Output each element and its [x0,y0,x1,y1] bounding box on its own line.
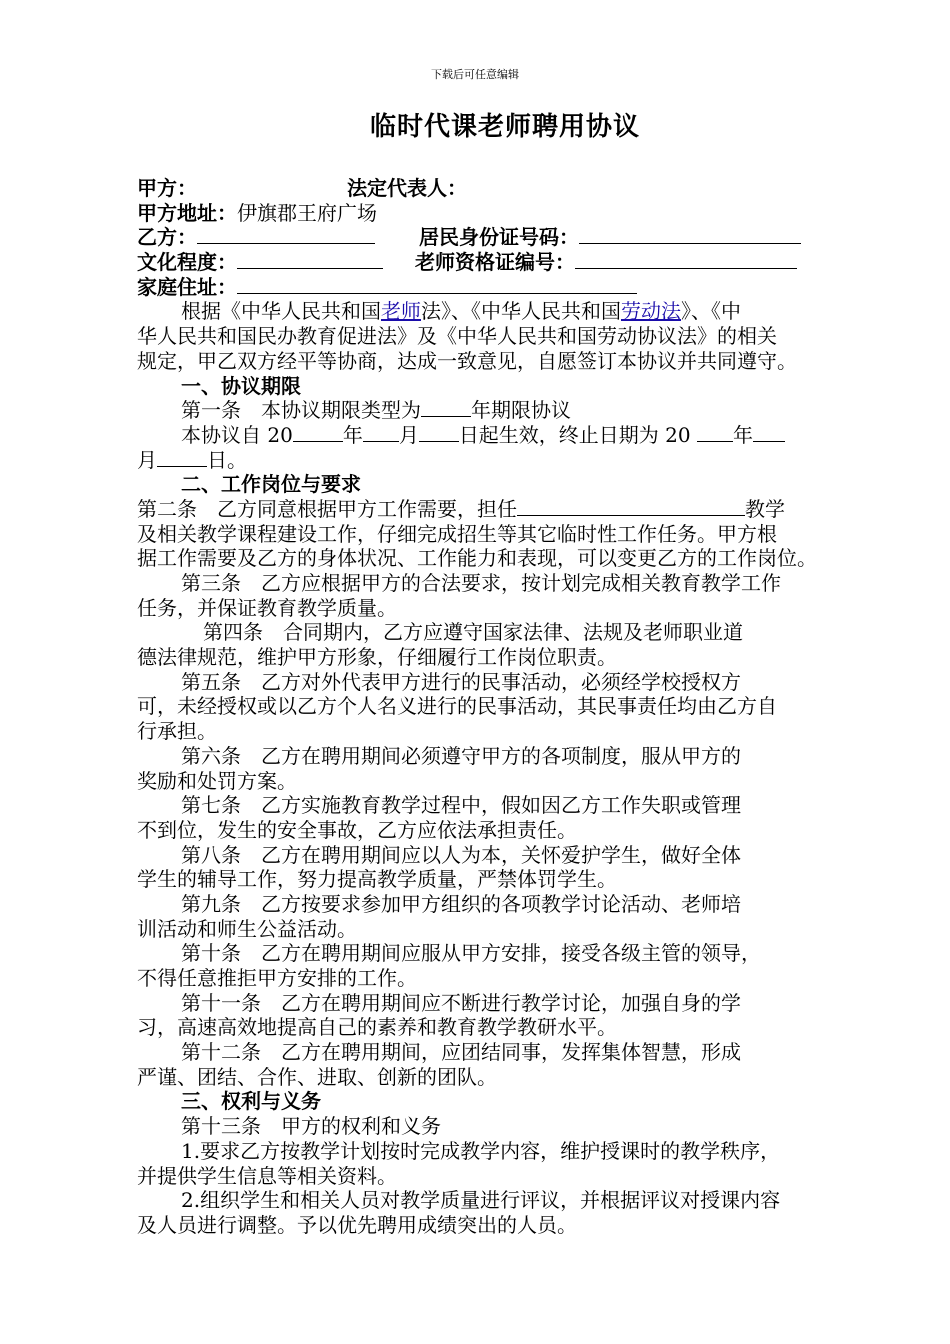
article-6-line-1: 第六条 乙方在聘用期间必须遵守甲方的各项制度，服从甲方的 [181,743,741,768]
article-9-line-2: 训活动和师生公益活动。 [137,916,357,941]
preamble-line-3: 规定，甲乙双方经平等协商，达成一致意见，自愿签订本协议并共同遵守。 [137,348,797,373]
home-address-label: 家庭住址： [137,274,237,299]
party-a-address-value: 伊旗郡王府广场 [237,200,377,225]
article-6-line-2: 奖励和处罚方案。 [137,768,297,793]
end-year-blank[interactable] [697,423,733,442]
article-5-line-1: 第五条 乙方对外代表甲方进行的民事活动，必须经学校授权方 [181,669,741,694]
section-2-heading: 二、工作岗位与要求 [181,472,361,497]
party-a-label: 甲方： [137,176,197,200]
article-2-line-1: 第二条 乙方同意根据甲方工作需要，担任 教学 [137,496,785,521]
article-10-line-2: 不得任意推拒甲方安排的工作。 [137,966,417,990]
position-blank[interactable] [517,497,745,516]
article-3-line-2: 任务，并保证教育教学质量。 [137,595,397,620]
article-11-line-1: 第十一条 乙方在聘用期间应不断进行教学讨论，加强自身的学 [181,990,741,1015]
header-note: 下载后可任意编辑 [431,68,519,81]
item-2-line-2: 及人员进行调整。予以优先聘用成绩突出的人员。 [137,1212,577,1237]
education-label: 文化程度： [137,250,237,275]
education-blank[interactable] [237,250,383,269]
section-1-heading: 一、协议期限 [181,373,301,398]
end-month-blank[interactable] [753,423,785,442]
end-day-blank[interactable] [157,448,207,467]
party-b-label: 乙方： [137,225,197,250]
article-12-line-1: 第十二条 乙方在聘用期间，应团结同事，发挥集体智慧，形成 [181,1040,741,1065]
article-7-line-2: 不到位，发生的安全事故，乙方应依法承担责任。 [137,817,577,842]
id-number-blank[interactable] [579,225,801,244]
article-8-line-2: 学生的辅导工作，努力提高教学质量，严禁体罚学生。 [137,867,617,892]
party-a-address-row [137,201,857,226]
party-b-blank[interactable] [197,225,375,244]
article-8-line-1: 第八条 乙方在聘用期间应以人为本，关怀爱护学生，做好全体 [181,842,741,867]
item-1-line-2: 并提供学生信息等相关资料。 [137,1163,397,1188]
term-line-1: 本协议自 20 年 月 日起生效，终止日期为 20 年 [137,423,857,448]
teacher-law-link[interactable]: 老师 [381,299,421,324]
article-7-line-1: 第七条 乙方实施教育教学过程中，假如因乙方工作失职或管理 [181,793,741,818]
teacher-cert-blank[interactable] [575,250,797,269]
term-line-2: 月 日。 [137,447,247,472]
article-4-line-2: 德法律规范，维护甲方形象，仔细履行工作岗位职责。 [137,645,617,670]
article-10-line-1: 第十条 乙方在聘用期间应服从甲方安排，接受各级主管的领导， [181,941,761,966]
article-4-line-1: 第四条 合同期内，乙方应遵守国家法律、法规及老师职业道 [203,620,743,645]
labor-law-link[interactable]: 劳动法 [621,299,681,324]
article-11-line-2: 习，高速高效地提高自己的素养和教育教学教研水平。 [137,1015,617,1040]
preamble-line-2: 华人民共和国民办教育促进法》及《中华人民共和国劳动协议法》的相关 [137,324,777,349]
party-a-address-label: 甲方地址： [137,200,237,225]
id-number-label: 居民身份证号码： [419,225,579,250]
start-month-blank[interactable] [363,423,399,442]
article-5-line-2: 可，未经授权或以乙方个人名义进行的民事活动，其民事责任均由乙方自 [137,694,777,719]
article-3-line-1: 第三条 乙方应根据甲方的合法要求，按计划完成相关教育教学工作 [181,571,781,595]
legal-rep-label: 法定代表人： [347,176,467,200]
party-a-row [137,176,857,201]
preamble-line-1: 根据《中华人民共和国老师法》、《中华人民共和国劳动法》、《中 [181,299,741,324]
article-9-line-1: 第九条 乙方按要求参加甲方组织的各项教学讨论活动、老师培 [181,891,741,916]
article-1: 第一条 本协议期限类型为 年期限协议 [181,398,571,423]
document-title: 临时代课老师聘用协议 [369,112,640,142]
term-years-blank[interactable] [421,398,471,417]
article-5-line-3: 行承担。 [137,719,217,744]
education-row [137,250,857,275]
article-2-line-2: 及相关教学课程建设工作，仔细完成招生等其它临时性工作任务。甲方根 [137,521,777,546]
home-address-row [137,275,857,300]
start-day-blank[interactable] [419,423,459,442]
section-3-heading: 三、权利与义务 [181,1089,321,1114]
teacher-cert-label: 老师资格证编号： [415,250,575,275]
home-address-blank[interactable] [237,275,637,294]
article-13: 第十三条 甲方的权利和义务 [181,1114,441,1139]
article-12-line-2: 严谨、团结、合作、进取、创新的团队。 [137,1064,497,1089]
item-2-line-1: 2.组织学生和相关人员对教学质量进行评议，并根据评议对授课内容 [181,1188,781,1213]
start-year-blank[interactable] [293,423,343,442]
item-1-line-1: 1.要求乙方按教学计划按时完成教学内容，维护授课时的教学秩序， [181,1138,781,1163]
document-body [137,176,857,1238]
party-b-row [137,225,857,250]
article-2-line-3: 据工作需要及乙方的身体状况、工作能力和表现，可以变更乙方的工作岗位。 [137,546,817,571]
